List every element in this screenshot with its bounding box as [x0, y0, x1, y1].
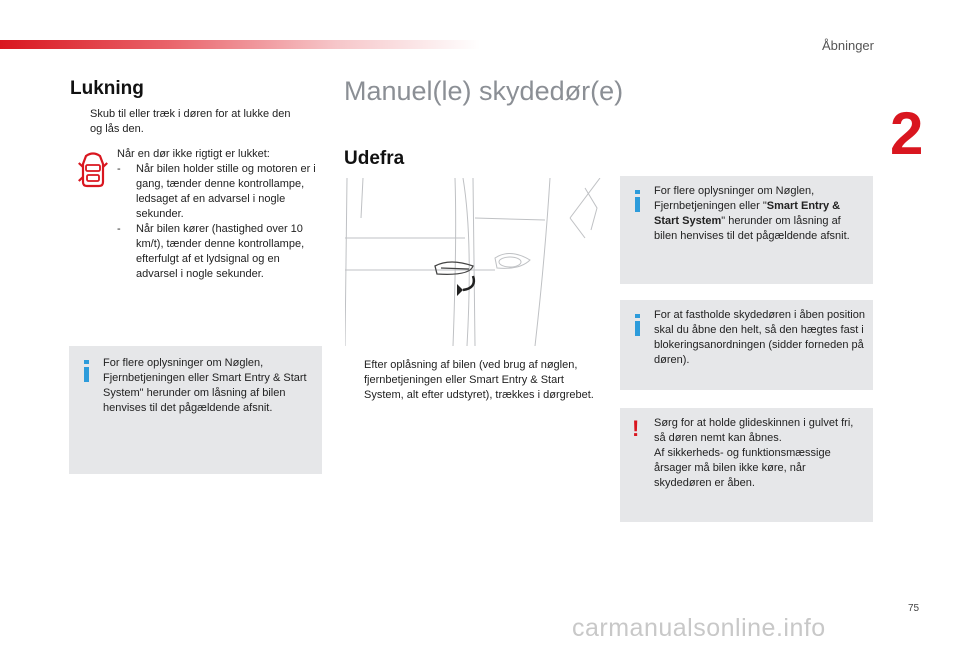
warning-dash: - [117, 223, 121, 235]
close-line-1: Skub til eller træk i døren for at lukke den [90, 108, 291, 120]
warning-item-driving [117, 222, 322, 282]
info-box-hold-open [620, 300, 873, 390]
open-door-car-icon [78, 150, 108, 190]
info-icon [81, 360, 91, 382]
warning-line-2: Af sikkerheds- og funktionsmæssige årsager må bilen ikke køre, når skydedøren er åben. [654, 447, 831, 489]
info-box-text: For flere oplysninger om Nøglen, Fjernbetjeningen eller Smart Entry & Start System" herunder om låsning af bilen henvises til det pågældende afsnit. [103, 357, 307, 414]
watermark: carmanualsonline.info [572, 614, 826, 642]
close-line-2: og lås den. [90, 123, 144, 135]
info-icon [632, 190, 642, 212]
warning-box-text [654, 416, 866, 491]
warning-dash: - [117, 163, 121, 175]
warning-item-stationary [117, 162, 322, 222]
sliding-door-handle-illustration [345, 178, 607, 346]
section-title: Åbninger [821, 38, 874, 53]
page-title: Manuel(le) skydedør(e) [344, 76, 624, 106]
info-text-bold: Smart Entry & Start System [654, 200, 841, 227]
outside-opening-instruction [344, 358, 599, 403]
page-number: 75 [908, 603, 920, 614]
warning-item-text: Når bilen holder stille og motoren er i gang, tænder denne kontrollampe, ledsaget af en advarsel i nogle sekunder. [136, 163, 316, 220]
warning-box-rail [620, 408, 873, 522]
info-icon [632, 314, 642, 336]
warning-line-1: Sørg for at holde glideskinnen i gulvet fri, så døren nemt kan åbnes. [654, 417, 854, 444]
warning-item-text: Når bilen kører (hastighed over 10 km/t), tænder denne kontrollampe, efterfulgt af et lydsignal og en advarsel i nogle sekunder. [136, 223, 305, 280]
info-box-left [69, 346, 322, 474]
info-box-smart-entry [620, 176, 873, 284]
warning-intro: Når en dør ikke rigtigt er lukket: [117, 148, 270, 160]
heading-udefra: Udefra [344, 148, 405, 169]
door-warning-text [117, 147, 322, 282]
heading-lukning: Lukning [70, 78, 144, 99]
info-text-part: For flere oplysninger om Nøglen, Fjernbetjeningen eller " [654, 185, 815, 212]
info-text-part: " herunder om låsning af bilen henvises til det pågældende afsnit. [654, 215, 850, 242]
chapter-number: 2 [890, 100, 924, 167]
info-box-text [654, 184, 866, 244]
close-instruction [70, 107, 315, 137]
header-accent-bar [0, 40, 480, 49]
exclamation-icon: ! [632, 416, 640, 441]
outside-opening-text: Efter oplåsning af bilen (ved brug af nøglen, fjernbetjeningen eller Smart Entry & Start System, alt efter udstyret), trækkes i dørgrebet. [364, 359, 594, 401]
info-box-text: For at fastholde skydedøren i åben position skal du åbne den helt, så den hægtes fast i blokeringsanordningen (sidder forneden på døren). [654, 309, 865, 366]
